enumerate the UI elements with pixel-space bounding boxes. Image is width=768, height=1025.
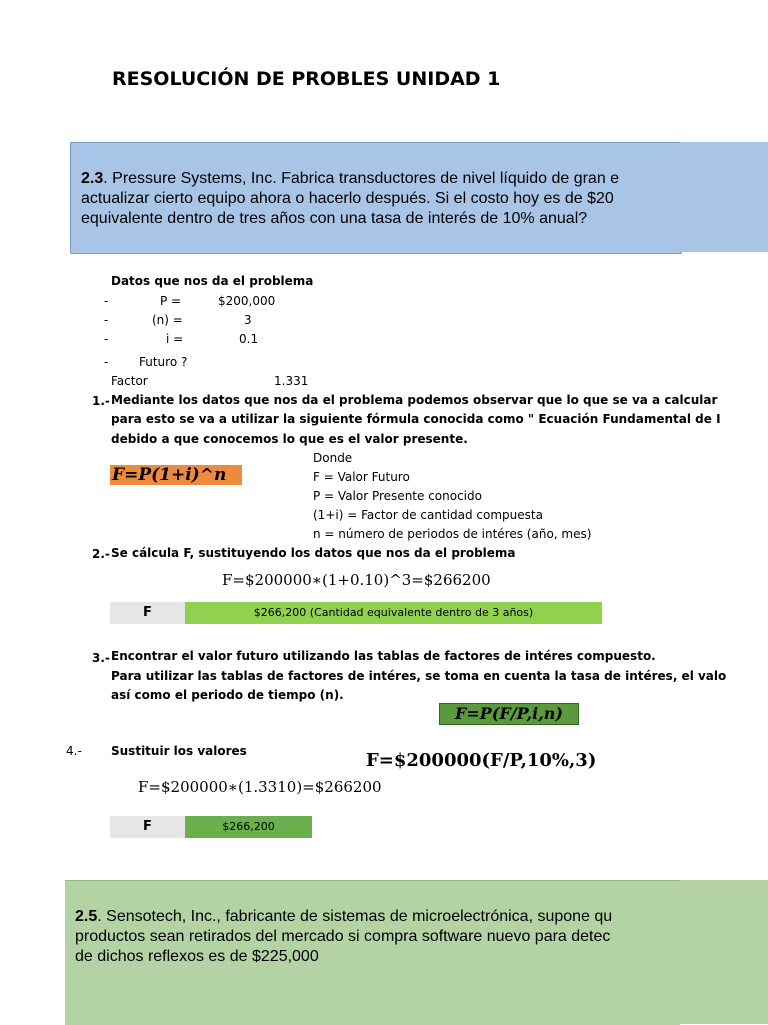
datos-dash: - [104, 313, 109, 327]
donde-item: (1+i) = Factor de cantidad compuesta [313, 508, 543, 522]
problem-line: productos sean retirados del mercado si compra software nuevo para detec [75, 928, 611, 945]
datos-dash: - [104, 294, 109, 308]
result-value: $266,200 (Cantidad equivalente dentro de 3 años) [185, 602, 602, 624]
datos-label: i = [166, 332, 184, 346]
datos-value: 3 [244, 313, 252, 327]
page-title: RESOLUCIÓN DE PROBLES UNIDAD 1 [112, 68, 501, 90]
step-number: 4.- [66, 744, 82, 758]
problem-line: de dichos reflexos es de $225,000 [75, 948, 319, 965]
result-label: F [110, 602, 185, 624]
green-box-extension [680, 880, 768, 1024]
future-value-formula: F=P(1+i)^n [110, 465, 242, 485]
step3-line: así como el periodo de tiempo (n). [111, 688, 344, 702]
datos-label: Futuro ? [139, 355, 188, 369]
result-label: F [110, 816, 185, 838]
blue-box-extension [680, 142, 768, 252]
step4-text: Sustituir los valores [111, 744, 247, 758]
step-number: 3.- [92, 651, 110, 665]
donde-heading: Donde [313, 451, 353, 465]
problem-line: equivalente dentro de tres años con una tasa de interés de 10% anual? [81, 210, 588, 227]
step1-line: Mediante los datos que nos da el problema podemos observar que lo que se va a calcular [111, 393, 718, 407]
problem-line: . Pressure Systems, Inc. Fabrica transductores de nivel líquido de gran e [103, 170, 620, 187]
datos-dash: - [104, 332, 109, 346]
donde-item: P = Valor Presente conocido [313, 489, 482, 503]
datos-label: (n) = [152, 313, 183, 327]
problem-2-3-box [70, 142, 682, 254]
problem-number: 2.3 [81, 170, 104, 187]
step-number: 2.- [92, 547, 110, 561]
datos-value: 0.1 [239, 332, 259, 346]
problem-2-5-box [65, 880, 680, 1025]
factor-label: Factor [111, 374, 148, 388]
step1-line: para esto se va a utilizar la siguiente fórmula conocida como " Ecuación Fundamental de I [111, 412, 721, 426]
datos-dash: - [104, 355, 109, 369]
table-factor-formula: F=P(F/P,i,n) [439, 703, 579, 725]
problem-line: . Sensotech, Inc., fabricante de sistemas de microelectrónica, supone qu [97, 908, 613, 925]
problem-number: 2.5 [75, 908, 98, 925]
factor-value: 1.331 [274, 374, 309, 388]
step1-line: debido a que conocemos lo que es el valor presente. [111, 432, 468, 446]
step3-line: Para utilizar las tablas de factores de intéres, se toma en cuenta la tasa de intéres, el valo [111, 669, 727, 683]
step3-line: Encontrar el valor futuro utilizando las tablas de factores de intéres compuesto. [111, 649, 656, 663]
problem-2-3-text [81, 169, 619, 229]
datos-heading: Datos que nos da el problema [111, 274, 314, 288]
step2-text: Se cálcula F, sustituyendo los datos que nos da el problema [111, 546, 516, 560]
problem-2-5-text [75, 907, 613, 965]
donde-item: F = Valor Futuro [313, 470, 410, 484]
problem-line: actualizar cierto equipo ahora o hacerlo después. Si el costo hoy es de $20 [81, 190, 614, 207]
datos-label: P = [160, 294, 182, 308]
substituted-formula: F=$200000(F/P,10%,3) [366, 750, 597, 771]
step-number: 1.- [92, 394, 110, 408]
donde-item: n = número de periodos de intéres (año, mes) [313, 527, 592, 541]
datos-value: $200,000 [218, 294, 276, 308]
step4-equation: F=$200000∗(1.3310)=$266200 [138, 778, 382, 796]
result-value: $266,200 [185, 816, 312, 838]
step2-equation: F=$200000∗(1+0.10)^3=$266200 [222, 571, 491, 589]
